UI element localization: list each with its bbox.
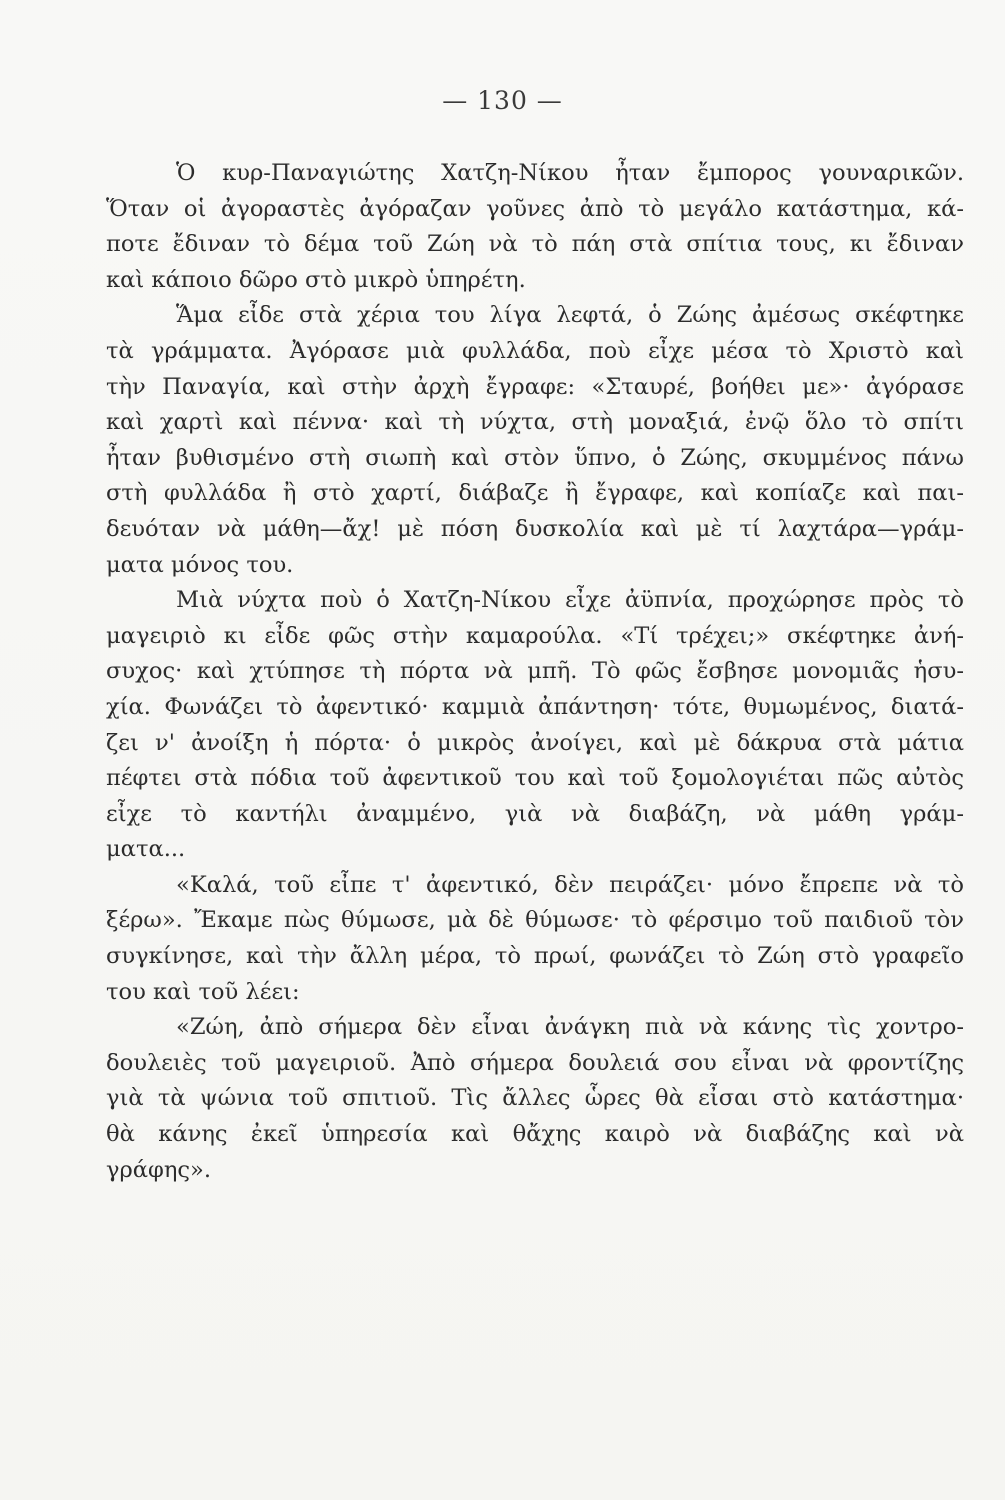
text-line: καὶ χαρτὶ καὶ πέννα· καὶ τὴ νύχτα, στὴ μοναξιά, ἐνῷ ὅλο τὸ σπίτι (106, 409, 964, 436)
text-line: θὰ κάνης ἐκεῖ ὑπηρεσία καὶ θἄχης καιρὸ νὰ διαβάζης καὶ νὰ (106, 1121, 964, 1148)
text-line: ζει ν' ἀνοίξη ἡ πόρτα· ὁ μικρὸς ἀνοίγει, καὶ μὲ δάκρυα στὰ μάτια (106, 729, 964, 756)
text-line: ματα... (106, 836, 186, 863)
text-line: ξέρω». Ἔκαμε πὼς θύμωσε, μὰ δὲ θύμωσε· τὸ φέρσιμο τοῦ παιδιοῦ τὸν (106, 907, 964, 934)
text-line: «Ζώη, ἀπὸ σήμερα δὲν εἶναι ἀνάγκη πιὰ νὰ κάνης τὶς χοντρο- (176, 1014, 964, 1041)
text-line: δευόταν νὰ μάθη—ἄχ! μὲ πόση δυσκολία καὶ μὲ τί λαχτάρα—γράμ- (106, 515, 964, 542)
text-line: Ὁ κυρ-Παναγιώτης Χατζη-Νίκου ἦταν ἔμπορος γουναρικῶν. (176, 160, 964, 186)
text-line: τὴν Παναγία, καὶ στὴν ἀρχὴ ἔγραφε: «Σταυρέ, βοήθει με»· ἀγόρασε (106, 373, 964, 400)
text-line: Ἅμα εἶδε στὰ χέρια του λίγα λεφτά, ὁ Ζώης ἀμέσως σκέφτηκε (176, 302, 964, 329)
text-line: καὶ κάποιο δῶρο στὸ μικρὸ ὑπηρέτη. (106, 266, 526, 293)
text-line: εἶχε τὸ καντήλι ἀναμμένο, γιὰ νὰ διαβάζη, νὰ μάθη γράμ- (106, 800, 964, 827)
text-line: ἦταν βυθισμένο στὴ σιωπὴ καὶ στὸν ὕπνο, ὁ Ζώης, σκυμμένος πάνω (106, 444, 964, 471)
text-line: συχος· καὶ χτύπησε τὴ πόρτα νὰ μπῆ. Τὸ φῶς ἔσβησε μονομιᾶς ἡσυ- (106, 658, 964, 685)
body-text (106, 156, 964, 1188)
text-line: χία. Φωνάζει τὸ ἀφεντικό· καμμιὰ ἀπάντηση· τότε, θυμωμένος, διατά- (106, 693, 964, 720)
page-number: — 130 — (442, 86, 563, 115)
text-line: «Καλά, τοῦ εἶπε τ' ἀφεντικό, δὲν πειράζει· μόνο ἔπρεπε νὰ τὸ (176, 871, 964, 898)
text-line: γιὰ τὰ ψώνια τοῦ σπιτιοῦ. Τὶς ἄλλες ὧρες θὰ εἶσαι στὸ κατάστημα· (106, 1085, 964, 1112)
text-line: Μιὰ νύχτα ποὺ ὁ Χατζη-Νίκου εἶχε ἀϋπνία, προχώρησε πρὸς τὸ (176, 587, 964, 614)
text-line: ποτε ἔδιναν τὸ δέμα τοῦ Ζώη νὰ τὸ πάη στὰ σπίτια τους, κι ἔδιναν (106, 231, 964, 258)
text-line: γράφης». (106, 1156, 212, 1183)
text-line: στὴ φυλλάδα ἢ στὸ χαρτί, διάβαζε ἢ ἔγραφε, καὶ κοπίαζε καὶ παι- (106, 480, 964, 507)
text-line: μαγειριὸ κι εἶδε φῶς στὴν καμαρούλα. «Τί τρέχει;» σκέφτηκε ἀνή- (106, 622, 964, 649)
text-line: πέφτει στὰ πόδια τοῦ ἀφεντικοῦ του καὶ τοῦ ξομολογιέται πῶς αὐτὸς (106, 765, 964, 792)
text-line: ματα μόνος του. (106, 551, 294, 578)
text-line: δουλειὲς τοῦ μαγειριοῦ. Ἀπὸ σήμερα δουλειά σου εἶναι νὰ φροντίζης (106, 1049, 964, 1076)
text-line: τὰ γράμματα. Ἀγόρασε μιὰ φυλλάδα, ποὺ εἶχε μέσα τὸ Χριστὸ καὶ (106, 337, 964, 364)
text-line: συγκίνησε, καὶ τὴν ἄλλη μέρα, τὸ πρωί, φωνάζει τὸ Ζώη στὸ γραφεῖο (106, 943, 964, 970)
text-line: Ὅταν οἱ ἀγοραστὲς ἀγόραζαν γοῦνες ἀπὸ τὸ μεγάλο κατάστημα, κά- (106, 195, 964, 222)
text-line: του καὶ τοῦ λέει: (106, 978, 300, 1005)
